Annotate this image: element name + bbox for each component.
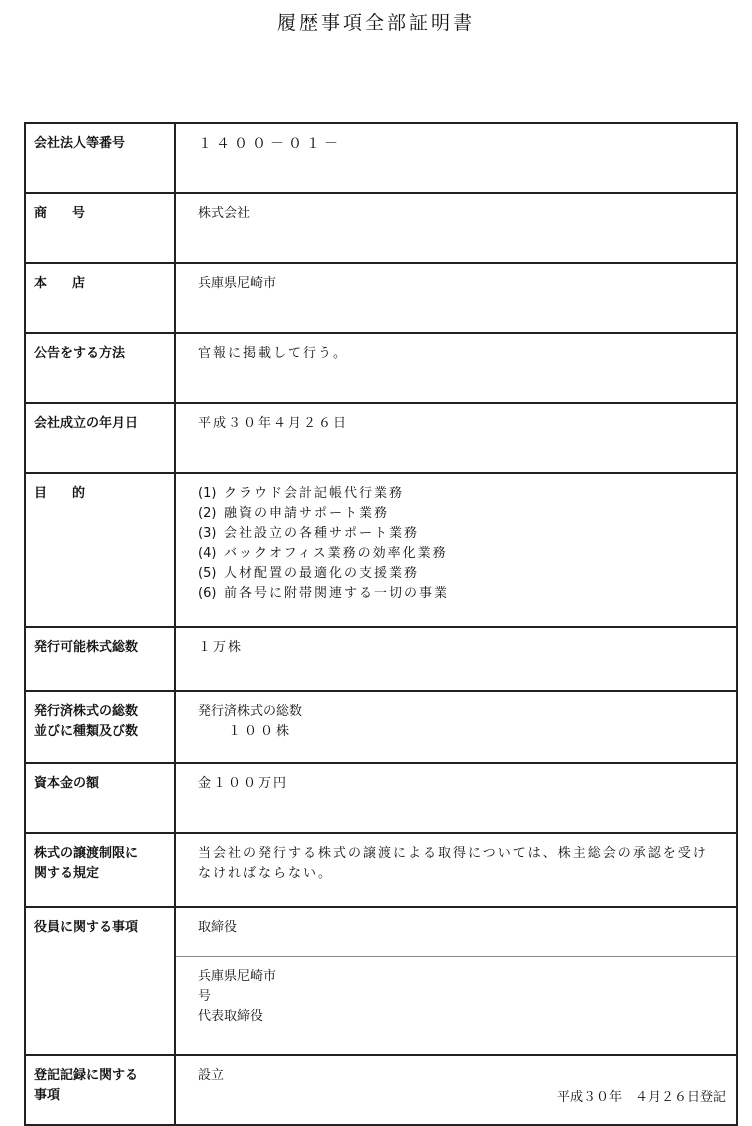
document-title: 履歴事項全部証明書 bbox=[276, 12, 475, 34]
row-head-office bbox=[25, 263, 737, 333]
label-registration-record-line2: 事項 bbox=[34, 1088, 61, 1103]
label-trade-name: 商 号 bbox=[25, 193, 175, 263]
value-officer-director: 取締役 bbox=[198, 920, 238, 935]
value-issued-shares-count: １００株 bbox=[228, 724, 293, 739]
purpose-item-number: (4) bbox=[198, 546, 217, 561]
purpose-item-number: (2) bbox=[198, 506, 217, 521]
purpose-item bbox=[198, 584, 736, 604]
value-issued-shares-line1: 発行済株式の総数 bbox=[198, 704, 303, 719]
label-authorized-shares: 発行可能株式総数 bbox=[25, 627, 175, 691]
purpose-item-number: (5) bbox=[198, 566, 217, 581]
label-capital: 資本金の額 bbox=[25, 763, 175, 833]
label-company-number: 会社法人等番号 bbox=[25, 123, 175, 193]
purpose-item-text: 会社設立の各種サポート業務 bbox=[224, 526, 420, 541]
label-issued-shares-line2: 並びに種類及び数 bbox=[34, 724, 139, 739]
purpose-item-text: バックオフィス業務の効率化業務 bbox=[224, 546, 448, 561]
value-officer-rep-director: 代表取締役 bbox=[198, 1009, 264, 1024]
row-registration-record bbox=[25, 1055, 737, 1125]
label-transfer-restriction-line1: 株式の譲渡制限に bbox=[34, 846, 139, 861]
value-capital: 金１００万円 bbox=[175, 763, 737, 833]
purpose-item bbox=[198, 564, 736, 584]
purpose-item-number: (3) bbox=[198, 526, 217, 541]
row-capital bbox=[25, 763, 737, 833]
purpose-item-number: (6) bbox=[198, 586, 217, 601]
registration-table bbox=[24, 122, 738, 1126]
purpose-item-text: クラウド会計記帳代行業務 bbox=[224, 486, 405, 501]
row-transfer-restriction bbox=[25, 833, 737, 907]
purpose-item-number: (1) bbox=[198, 486, 217, 501]
label-issued-shares bbox=[25, 691, 175, 763]
value-registration-date: 平成３０年 ４月２６日登記 bbox=[556, 1090, 726, 1105]
row-establishment-date bbox=[25, 403, 737, 473]
row-company-number bbox=[25, 123, 737, 193]
value-registration-record: 設立 bbox=[198, 1068, 225, 1083]
label-purpose: 目 的 bbox=[25, 473, 175, 627]
row-public-notice bbox=[25, 333, 737, 403]
value-head-office: 兵庫県尼崎市 bbox=[175, 263, 737, 333]
row-issued-shares bbox=[25, 691, 737, 763]
value-trade-name: 株式会社 bbox=[175, 193, 737, 263]
value-transfer-restriction: 当会社の発行する株式の譲渡による取得については、株主総会の承認を受けなければならない。 bbox=[175, 833, 737, 907]
label-transfer-restriction-line2: 関する規定 bbox=[34, 866, 100, 881]
row-purpose bbox=[25, 473, 737, 627]
purpose-item bbox=[198, 524, 736, 544]
label-public-notice: 公告をする方法 bbox=[25, 333, 175, 403]
purpose-item-text: 前各号に附帯関連する一切の事業 bbox=[224, 586, 450, 601]
value-establishment-date: 平成３０年４月２６日 bbox=[175, 403, 737, 473]
label-transfer-restriction bbox=[25, 833, 175, 907]
purpose-item-text: 人材配置の最適化の支援業務 bbox=[224, 566, 420, 581]
purpose-item bbox=[198, 484, 736, 504]
officer-rep-block bbox=[176, 956, 736, 1027]
value-company-number: １４００－０１－ bbox=[198, 136, 342, 152]
value-public-notice: 官報に掲載して行う。 bbox=[175, 333, 737, 403]
row-authorized-shares bbox=[25, 627, 737, 691]
purpose-item bbox=[198, 544, 736, 564]
label-establishment-date: 会社成立の年月日 bbox=[25, 403, 175, 473]
label-registration-record-line1: 登記記録に関する bbox=[34, 1068, 139, 1083]
label-officers: 役員に関する事項 bbox=[25, 907, 175, 1055]
row-officers bbox=[25, 907, 737, 1055]
row-trade-name bbox=[25, 193, 737, 263]
label-issued-shares-line1: 発行済株式の総数 bbox=[34, 704, 139, 719]
value-officer-address: 兵庫県尼崎市 bbox=[198, 969, 277, 984]
label-registration-record bbox=[25, 1055, 175, 1125]
value-authorized-shares: １万株 bbox=[175, 627, 737, 691]
value-officer-number: 号 bbox=[198, 989, 212, 1004]
label-head-office: 本 店 bbox=[25, 263, 175, 333]
purpose-item-text: 融資の申請サポート業務 bbox=[224, 506, 390, 521]
purpose-item bbox=[198, 504, 736, 524]
